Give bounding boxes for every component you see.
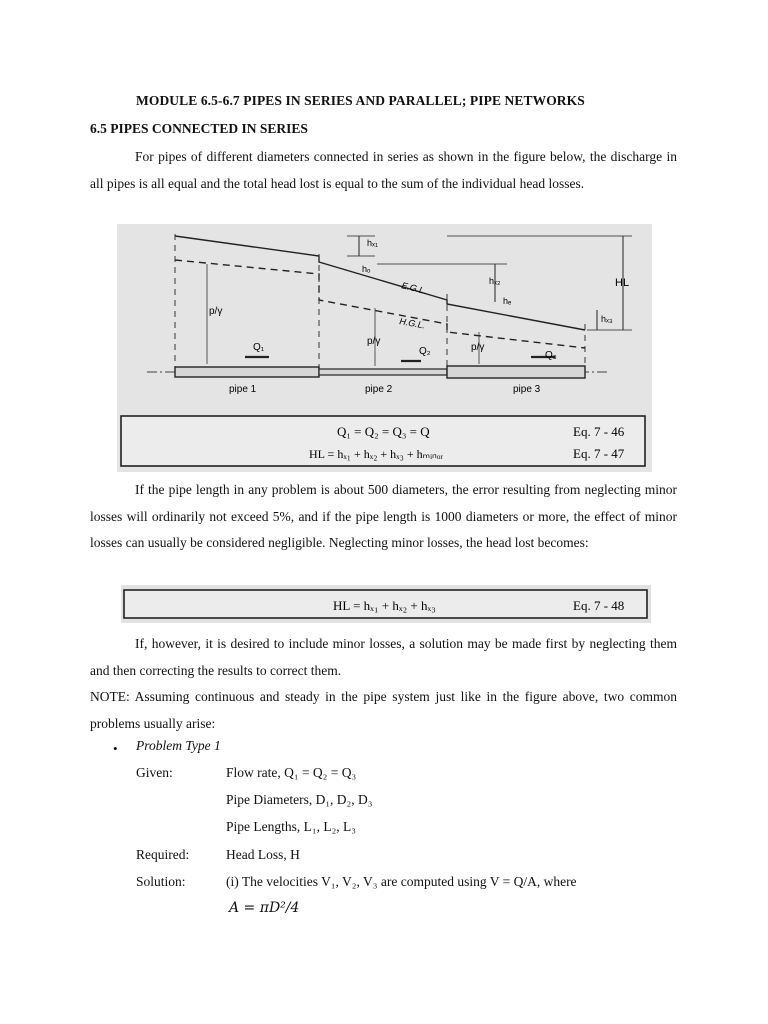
given-flow: Flow rate, Q₁ = Q₂ = Q₃ bbox=[226, 765, 357, 780]
solution-step-1: (i) The velocities V₁, V₂, V₃ are computed using V = Q/A, where bbox=[226, 874, 577, 889]
q2-label: Q₂ bbox=[419, 346, 431, 357]
hgl-label: H.G.L. bbox=[398, 316, 427, 331]
note-paragraph: NOTE: Assuming continuous and steady in the pipe system just like in the figure above, two common problems usually arise: bbox=[90, 689, 677, 731]
include-minor-text: If, however, it is desired to include minor losses, a solution may be made first by neglecting them and then correcting the results to correct them. bbox=[90, 636, 677, 678]
pipe3-label: pipe 3 bbox=[513, 384, 541, 395]
pipe1-label: pipe 1 bbox=[229, 384, 257, 395]
given-diameters: Pipe Diameters, D₁, D₂, D₃ bbox=[226, 792, 373, 807]
p-gamma-label-3: p/γ bbox=[471, 342, 485, 353]
hf1-label: hₓ₁ bbox=[367, 238, 378, 248]
hc-label: hₒ bbox=[362, 264, 371, 274]
pipe-1 bbox=[175, 367, 319, 377]
eq-7-47-label: Eq. 7 - 47 bbox=[573, 446, 625, 461]
section-heading: 6.5 PIPES CONNECTED IN SERIES bbox=[90, 121, 308, 136]
egl-label: E.G.L. bbox=[400, 280, 428, 297]
given-lengths: Pipe Lengths, L₁, L₂, L₃ bbox=[226, 819, 356, 834]
intro-text: For pipes of different diameters connected in series as shown in the figure below, the discharge in all pipes is all equal and the total head lost is equal to the sum of the individual head losses. bbox=[90, 149, 677, 191]
problem-type-heading: Problem Type 1 bbox=[136, 738, 221, 753]
required-label: Required: bbox=[136, 847, 190, 862]
area-formula: A = πD²/4 bbox=[229, 900, 300, 916]
he-label: hₑ bbox=[503, 296, 512, 306]
eq-7-47: HL = hₓ₁ + hₓ₂ + hₓ₃ + hₘᵢₙₒᵣ bbox=[309, 447, 444, 461]
p-gamma-label-2: p/γ bbox=[367, 336, 381, 347]
hl-label: HL bbox=[615, 277, 630, 289]
pipe-2 bbox=[319, 369, 447, 375]
pipe2-label: pipe 2 bbox=[365, 384, 393, 395]
eq-7-46-label: Eq. 7 - 46 bbox=[573, 424, 625, 439]
q1-label: Q₁ bbox=[253, 342, 265, 353]
hf3-label: hₓ₃ bbox=[601, 314, 613, 324]
intro-paragraph bbox=[90, 144, 677, 197]
minor-losses-paragraph bbox=[90, 477, 677, 557]
include-minor-paragraph bbox=[90, 631, 677, 684]
hf2-label: hₓ₂ bbox=[489, 276, 501, 286]
eq-box-48 bbox=[121, 585, 651, 623]
eq-7-46: Q₁ = Q₂ = Q₃ = Q bbox=[337, 424, 430, 439]
series-pipes-figure bbox=[117, 224, 652, 472]
minor-losses-text: If the pipe length in any problem is about 500 diameters, the error resulting from neglecting minor losses will ordinarily not exceed 5%, and if the pipe length is 1000 diameters or more, the effect of minor losses can usually be considered negligible. Neglecting minor losses, the head lost becomes: bbox=[90, 482, 677, 550]
eq-7-48-label: Eq. 7 - 48 bbox=[573, 598, 625, 613]
solution-label: Solution: bbox=[136, 874, 186, 889]
pipe-3 bbox=[447, 366, 585, 378]
bullet-icon: • bbox=[113, 741, 118, 756]
q3-label: Q₃ bbox=[545, 350, 557, 361]
page-title: MODULE 6.5-6.7 PIPES IN SERIES AND PARALLEL; PIPE NETWORKS bbox=[136, 93, 585, 108]
p-gamma-label-1: p/γ bbox=[209, 306, 223, 317]
eq-7-48: HL = hₓ₁ + hₓ₂ + hₓ₃ bbox=[333, 598, 436, 613]
given-label: Given: bbox=[136, 765, 173, 780]
required-value: Head Loss, H bbox=[226, 847, 300, 862]
pipe-diagram bbox=[117, 224, 652, 472]
